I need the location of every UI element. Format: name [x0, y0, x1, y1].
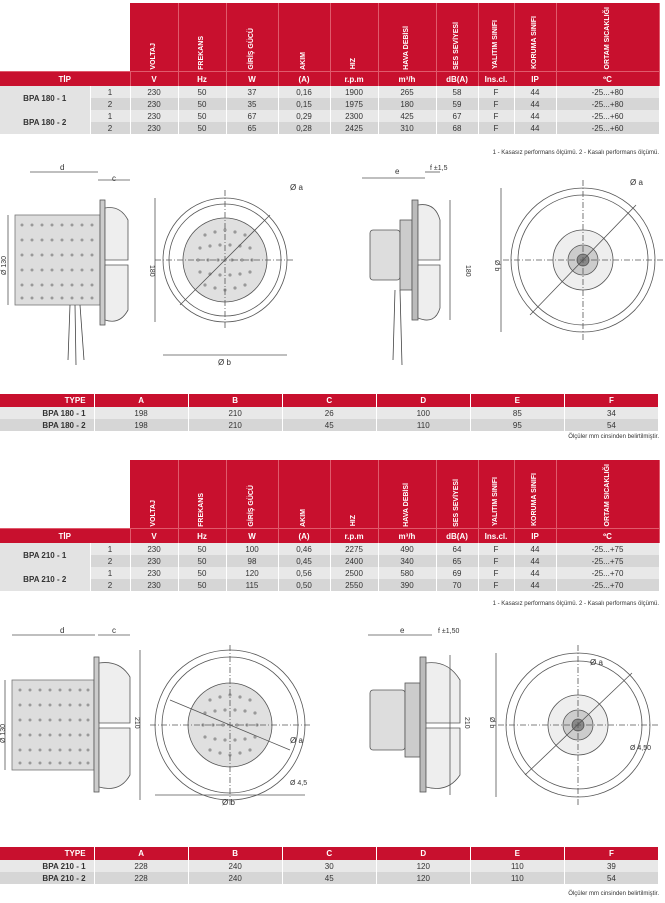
cell: 198 [94, 419, 188, 431]
cell: 490 [378, 543, 436, 555]
col-akim: AKIM [300, 508, 307, 527]
cell: -25...+75 [556, 555, 659, 567]
col-b: B [188, 847, 282, 860]
type-cell: BPA 180 - 2 [0, 110, 90, 134]
dim-diameter-a-right: Ø a [630, 178, 643, 187]
col-frekans: FREKANS [198, 35, 205, 70]
cell: 44 [514, 98, 556, 110]
cell: 265 [378, 86, 436, 98]
cell: 0,56 [278, 567, 330, 579]
cell: 120 [376, 860, 470, 872]
cell: 310 [378, 122, 436, 134]
cell: 98 [226, 555, 278, 567]
cell: 425 [378, 110, 436, 122]
unit-hz: Hz [178, 72, 226, 87]
cell: 64 [436, 543, 478, 555]
dim-130-label-2: Ø 130 [0, 723, 7, 743]
col-koruma: KORUMA SINIFI [531, 473, 538, 527]
unit-ip: IP [514, 72, 556, 87]
cell: F [478, 86, 514, 98]
cell: -25...+75 [556, 543, 659, 555]
cell: -25...+70 [556, 579, 659, 591]
unit-w: W [226, 529, 278, 544]
side-view-right-2 [368, 635, 460, 795]
table-row [0, 407, 659, 419]
cell: 0,50 [278, 579, 330, 591]
cell: 120 [376, 872, 470, 884]
dim-e-label-2: e [400, 626, 405, 635]
col-type: TYPE [0, 847, 94, 860]
cell: 30 [282, 860, 376, 872]
cell: 50 [178, 98, 226, 110]
cell: 0,45 [278, 555, 330, 567]
dim-diameter-b-right-2: Ø b [488, 717, 495, 729]
cell: 34 [564, 407, 658, 419]
unit-rpm: r.p.m [330, 72, 378, 87]
table-row [0, 567, 659, 579]
col-voltaj: VOLTAJ [149, 499, 157, 527]
cell: 44 [514, 567, 556, 579]
unit-flow: m³/h [378, 72, 436, 87]
cell: -25...+80 [556, 98, 659, 110]
cell: 1 [90, 543, 130, 555]
cell: BPA 210 - 2 [0, 872, 94, 884]
cell: 2400 [330, 555, 378, 567]
cell: 230 [130, 543, 178, 555]
table-row [0, 122, 659, 134]
cell: F [478, 98, 514, 110]
cell: 50 [178, 555, 226, 567]
side-view-left [8, 172, 130, 365]
cell: F [478, 567, 514, 579]
unit-flow: m³/h [378, 529, 436, 544]
unit-tip: TİP [0, 72, 130, 87]
front-view-right [501, 180, 663, 340]
footnote-performance: 1 - Kasasız performans ölçümü. 2 - Kasalı performans ölçümü. [492, 150, 659, 156]
cell: 0,28 [278, 122, 330, 134]
cell: 100 [376, 407, 470, 419]
cell: 230 [130, 86, 178, 98]
col-a: A [94, 394, 188, 407]
unit-db: dB(A) [436, 72, 478, 87]
footnote-performance-2: 1 - Kasasız performans ölçümü. 2 - Kasalı performans ölçümü. [492, 601, 659, 607]
cell: 110 [470, 860, 564, 872]
cell: BPA 180 - 1 [0, 407, 94, 419]
unit-v: V [130, 529, 178, 544]
cell: 50 [178, 543, 226, 555]
cell: 1900 [330, 86, 378, 98]
unit-ip: IP [514, 529, 556, 544]
dim-diameter-a: Ø a [290, 183, 303, 192]
cell: 45 [282, 872, 376, 884]
col-voltaj: VOLTAJ [149, 42, 157, 70]
cell: -25...+80 [556, 86, 659, 98]
cell: 50 [178, 567, 226, 579]
cell: -25...+70 [556, 567, 659, 579]
col-ortam: ORTAM SICAKLIĞI [603, 464, 611, 527]
col-yalitim: YALITIM SINIFI [492, 477, 499, 527]
cell: 2275 [330, 543, 378, 555]
cell: 50 [178, 579, 226, 591]
table-row [0, 555, 659, 567]
dim-c-label-2: c [112, 626, 116, 635]
cell: 0,15 [278, 98, 330, 110]
cell: F [478, 122, 514, 134]
cell: 65 [436, 555, 478, 567]
col-c: C [282, 394, 376, 407]
front-view-right-2 [496, 645, 658, 805]
cell: 180 [378, 98, 436, 110]
cell: 70 [436, 579, 478, 591]
cell: 2550 [330, 579, 378, 591]
cell: 50 [178, 110, 226, 122]
table-row [0, 860, 659, 872]
col-d: D [376, 394, 470, 407]
dim-180-label-right: 180 [464, 265, 471, 277]
unit-hz: Hz [178, 529, 226, 544]
cell: 2425 [330, 122, 378, 134]
col-koruma: KORUMA SINIFI [531, 16, 538, 70]
cell: F [478, 110, 514, 122]
cell: 44 [514, 555, 556, 567]
spec-table-1 [0, 3, 660, 134]
cell: 54 [564, 872, 658, 884]
cell: 59 [436, 98, 478, 110]
cell: 2 [90, 98, 130, 110]
cell: 2300 [330, 110, 378, 122]
cell: 198 [94, 407, 188, 419]
cell: 85 [470, 407, 564, 419]
dim-d-label-2: d [60, 626, 65, 635]
cell: 54 [564, 419, 658, 431]
spec-table-2 [0, 460, 660, 591]
cell: F [478, 555, 514, 567]
cell: 1 [90, 110, 130, 122]
unit-ins: Ins.cl. [478, 529, 514, 544]
unit-w: W [226, 72, 278, 87]
cell: 95 [470, 419, 564, 431]
dim-e-label: e [395, 167, 400, 176]
cell: 228 [94, 872, 188, 884]
cell: 228 [94, 860, 188, 872]
cell: 65 [226, 122, 278, 134]
cell: 230 [130, 98, 178, 110]
technical-drawing-1 [0, 160, 665, 390]
cell: 69 [436, 567, 478, 579]
unit-a: (A) [278, 529, 330, 544]
cell: 210 [188, 419, 282, 431]
cell: 1975 [330, 98, 378, 110]
cell: 0,16 [278, 86, 330, 98]
col-hiz: HIZ [350, 58, 357, 70]
unit-v: V [130, 72, 178, 87]
col-f: F [564, 394, 658, 407]
cell: 2 [90, 122, 130, 134]
type-cell: BPA 180 - 1 [0, 86, 90, 110]
table-row [0, 579, 659, 591]
cell: 390 [378, 579, 436, 591]
dim-210-label: 210 [133, 717, 140, 729]
dimension-table-1 [0, 394, 659, 431]
type-cell: BPA 210 - 2 [0, 567, 90, 591]
cell: 50 [178, 86, 226, 98]
table-row [0, 98, 659, 110]
cell: 0,46 [278, 543, 330, 555]
cell: BPA 210 - 1 [0, 860, 94, 872]
cell: 230 [130, 567, 178, 579]
table-row [0, 86, 659, 98]
cell: 0,29 [278, 110, 330, 122]
cell: 50 [178, 122, 226, 134]
dim-d-label: d [60, 163, 65, 172]
table-row [0, 419, 659, 431]
col-e: E [470, 394, 564, 407]
front-view-left [155, 190, 295, 355]
dim-diameter-b-2: Ø b [222, 798, 235, 807]
cell: F [478, 579, 514, 591]
col-hava-debisi: HAVA DEBİSİ [403, 25, 410, 70]
table-row [0, 872, 659, 884]
dim-180-label: 180 [148, 265, 155, 277]
dim-c-label: c [112, 174, 116, 183]
dim-diameter-a-right-2: Ø a [590, 658, 603, 667]
col-hava-debisi: HAVA DEBİSİ [403, 482, 410, 527]
col-ses-seviyesi: SES SEVİYESİ [453, 21, 460, 70]
cell: 44 [514, 86, 556, 98]
cell: 115 [226, 579, 278, 591]
cell: F [478, 543, 514, 555]
col-giris-gucu: GİRİŞ GÜCÜ [248, 484, 255, 527]
side-view-right [362, 172, 450, 365]
type-cell: BPA 210 - 1 [0, 543, 90, 567]
dim-f-label: f ±1,5 [430, 165, 448, 172]
cell: 44 [514, 110, 556, 122]
unit-db: dB(A) [436, 529, 478, 544]
unit-ins: Ins.cl. [478, 72, 514, 87]
col-e: E [470, 847, 564, 860]
dim-hole-label-right: Ø 4,50 [630, 745, 652, 752]
col-c: C [282, 847, 376, 860]
cell: 120 [226, 567, 278, 579]
footnote-dimensions-2: Ölçüler mm cinsinden belirtilmiştir. [568, 891, 659, 897]
col-a: A [94, 847, 188, 860]
dimension-table-2 [0, 847, 659, 884]
cell: -25...+60 [556, 110, 659, 122]
footnote-dimensions-1: Ölçüler mm cinsinden belirtilmiştir. [568, 434, 659, 440]
cell: 230 [130, 555, 178, 567]
cell: 240 [188, 872, 282, 884]
cell: 2 [90, 579, 130, 591]
cell: 100 [226, 543, 278, 555]
col-akim: AKIM [300, 51, 307, 70]
cell: 110 [470, 872, 564, 884]
col-giris-gucu: GİRİŞ GÜCÜ [248, 27, 255, 70]
cell: 44 [514, 579, 556, 591]
cell: 1 [90, 567, 130, 579]
cell: 230 [130, 579, 178, 591]
cell: 110 [376, 419, 470, 431]
col-ortam: ORTAM SICAKLIĞI [603, 7, 611, 70]
cell: 230 [130, 122, 178, 134]
dim-f-label-2: f ±1,50 [438, 628, 460, 635]
cell: 44 [514, 122, 556, 134]
col-hiz: HIZ [350, 515, 357, 527]
unit-temp: ºC [556, 529, 659, 544]
unit-tip: TİP [0, 529, 130, 544]
cell: 2 [90, 555, 130, 567]
cell: 240 [188, 860, 282, 872]
dim-diameter-b-right: Ø b [493, 260, 500, 272]
cell: 68 [436, 122, 478, 134]
side-view-left-2 [5, 635, 130, 792]
col-ses-seviyesi: SES SEVİYESİ [453, 478, 460, 527]
cell: 340 [378, 555, 436, 567]
cell: 45 [282, 419, 376, 431]
col-f: F [564, 847, 658, 860]
cell: 58 [436, 86, 478, 98]
col-yalitim: YALITIM SINIFI [492, 20, 499, 70]
cell: 580 [378, 567, 436, 579]
cell: 37 [226, 86, 278, 98]
dim-130-label: Ø 130 [1, 255, 8, 275]
cell: 1 [90, 86, 130, 98]
col-b: B [188, 394, 282, 407]
unit-temp: ºC [556, 72, 659, 87]
table-row [0, 110, 659, 122]
unit-rpm: r.p.m [330, 529, 378, 544]
dim-diameter-a-2: Ø a [290, 736, 303, 745]
cell: -25...+60 [556, 122, 659, 134]
col-d: D [376, 847, 470, 860]
cell: BPA 180 - 2 [0, 419, 94, 431]
cell: 67 [436, 110, 478, 122]
technical-drawing-2 [0, 625, 665, 840]
cell: 210 [188, 407, 282, 419]
table-row [0, 543, 659, 555]
front-view-left-2 [140, 645, 310, 805]
col-frekans: FREKANS [198, 492, 205, 527]
col-type: TYPE [0, 394, 94, 407]
unit-a: (A) [278, 72, 330, 87]
dim-210-label-right: 210 [463, 717, 470, 729]
cell: 26 [282, 407, 376, 419]
cell: 230 [130, 110, 178, 122]
cell: 67 [226, 110, 278, 122]
dim-hole-label: Ø 4,5 [290, 780, 308, 787]
cell: 2500 [330, 567, 378, 579]
dim-diameter-b: Ø b [218, 358, 231, 367]
cell: 35 [226, 98, 278, 110]
cell: 39 [564, 860, 658, 872]
cell: 44 [514, 543, 556, 555]
